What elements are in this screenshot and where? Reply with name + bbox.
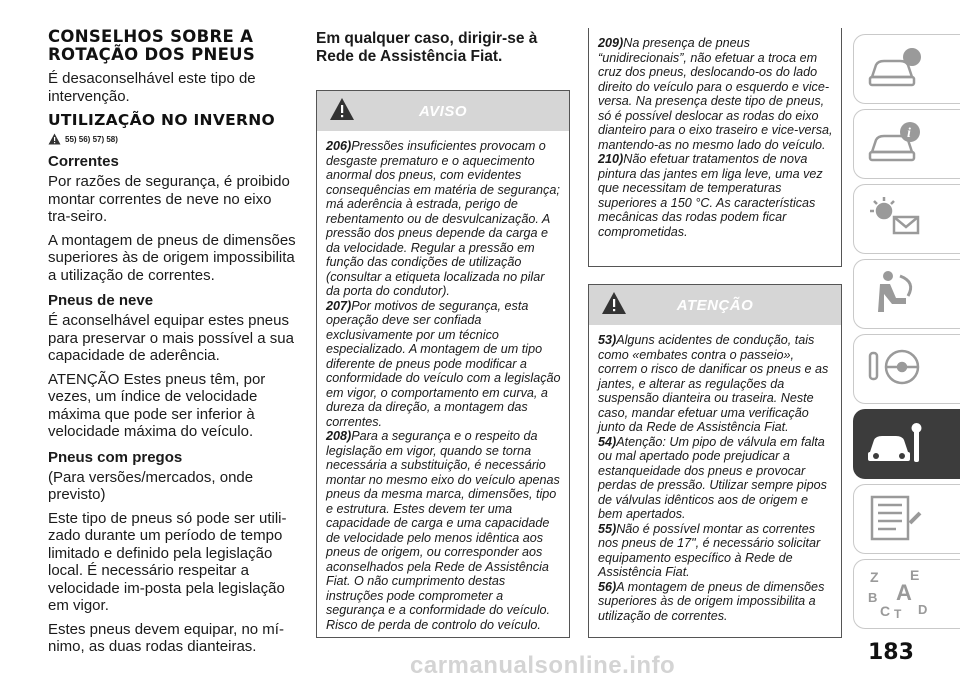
watermark: carmanualsonline.info [410, 652, 676, 679]
key-steering-icon [866, 343, 926, 395]
aviso-body [317, 131, 569, 638]
tab-lights-message[interactable] [853, 184, 960, 254]
snow-p2: ATENÇÃO Estes pneus têm, por vezes, um índice de velocidade máxima que pode ser inferior à velocidade máxima do veículo. [48, 370, 266, 440]
studded-p1: (Para versões/mercados, onde previsto) [48, 468, 254, 503]
car-wrench-icon [866, 418, 926, 470]
aviso-item [326, 139, 561, 299]
tab-list[interactable] [853, 484, 960, 554]
aviso-title: AVISO [418, 102, 468, 120]
heading-winter: UTILIZAÇÃO NO INVERNO [48, 111, 276, 129]
car-warning-icon [866, 118, 926, 170]
atencao-item [598, 522, 833, 580]
warning-icon [601, 291, 627, 315]
item-text: Atenção: Um pipo de válvula em falta ou mal apertado pode prejudicar a estanqueidade dos pneus e provocar perdas de pressão. Utilizar sempre pipos de válvulas idênticos aos de origem e bem apertados. [598, 434, 827, 521]
sub-snow: Pneus de neve [48, 292, 154, 309]
atencao-title: ATENÇÃO [676, 296, 754, 314]
warning-icon [48, 133, 61, 145]
item-text: Alguns acidentes de condução, tais como «embates contra o passeio», correm o risco de danificar os pneus e as jantes, e alterar as regulações da suspensão dianteira ou traseira. Neste caso, mandar efetuar uma verificação junto da Rede de Assistência Fiat. [598, 333, 829, 434]
heading-rotation: CONSELHOS SOBRE A ROTAÇÃO DOS PNEUS [48, 27, 256, 64]
tab-car-info[interactable] [853, 34, 960, 104]
tab-car-warning[interactable] [853, 109, 960, 179]
item-number: 55) [598, 521, 617, 536]
item-number: 56) [598, 579, 617, 594]
atencao-body [589, 325, 841, 629]
index-letter-z: Z [870, 569, 879, 585]
chains-p1: Por razões de segurança, é proibido montar correntes de neve no eixo tra-seiro. [48, 173, 290, 225]
tab-index[interactable] [853, 559, 960, 629]
item-number: 206) [326, 139, 352, 153]
warning-icon [329, 97, 355, 121]
index-letter-d: D [918, 602, 928, 617]
item-text: Pressões insuficientes provocam o desgaste prematuro e o aquecimento anormal dos pneus, com evidentes consequências em matéria de segurança; má aderência à estrada, perigo de rebentamento ou de desvulcanização. A pressão dos pneus depende da carga e da velocidade. Regular a pressão em função das condições de utilização (consultar a etiqueta localizada no pilar da porta do condutor). [326, 139, 560, 298]
index-letter-t: T [894, 607, 902, 620]
winter-refs [48, 133, 298, 145]
chapter-tabs [853, 34, 960, 634]
atencao-item [598, 580, 833, 624]
item-number: 53) [598, 333, 617, 347]
middle-column [316, 28, 568, 69]
item-text: Não é possível montar as correntes nos pneus de 17", é necessário solicitar equipamento específico à Rede de Assistência Fiat. [598, 521, 821, 579]
continued-item [598, 36, 833, 152]
lights-message-icon [866, 193, 926, 245]
tab-car-wrench[interactable] [853, 409, 960, 479]
item-text: A montagem de pneus de dimensões superiores às de origem impossibilita a utilização de correntes. [598, 579, 825, 623]
item-number: 210) [598, 152, 624, 166]
continued-box [588, 28, 842, 267]
index-icon [866, 568, 936, 620]
atencao-box [588, 284, 842, 638]
atencao-item [598, 333, 833, 435]
seat-airbag-icon [866, 268, 926, 320]
continued-item [598, 152, 833, 239]
rotation-text: É desaconselhável este tipo de intervenção. [48, 70, 256, 105]
item-text: Não efetuar tratamentos de nova pintura das jantes em liga leve, uma vez que necessitam de temperaturas superiores a 150 °C. As características mecânicas das rodas podem ficar comprometidas. [598, 152, 823, 239]
atencao-header [589, 285, 841, 325]
item-number: 208) [326, 429, 352, 443]
item-number: 207) [326, 298, 352, 313]
svg-text:i: i [907, 126, 911, 141]
item-text: Por motivos de segurança, esta operação deve ser confiada exclusivamente por um técnico especializado. A montagem de um tipo diferente de pneus pode modificar a conformidade do veículo com a legislação em vigor, o comportamento em curva, a dureza da direção, a montagem das correntes. [326, 298, 561, 429]
list-icon [866, 493, 926, 545]
aviso-item [326, 429, 561, 632]
item-number: 209) [598, 36, 624, 50]
studded-p2: Este tipo de pneus só pode ser utili-zado durante um período de tempo limitado e definido pela legislação local. É necessário respeitar a velocidade im-posta pela legislação em vigor. [48, 509, 287, 614]
index-letter-b: B [868, 590, 878, 605]
studded-p3: Estes pneus devem equipar, no mí-nimo, as duas rodas dianteiras. [48, 620, 284, 655]
atencao-item [598, 435, 833, 522]
aviso-item [326, 299, 561, 430]
assistance-heading: Em qualquer caso, dirigir-se à Rede de Assistência Fiat. [316, 30, 538, 65]
item-text: Na presença de pneus “unidirecionais”, não efetuar a troca em cruz dos pneus, deslocando-os do lado direito do veículo para o esquerdo e vice-versa. Na presença deste tipo de pneus, só é possível deslocar as rodas do eixo dianteiro para o eixo traseiro e vice-versa, mantendo-as no mesmo lado do veículo. [598, 36, 833, 152]
item-text: Para a segurança e o respeito da legislação em vigor, quando se torna necessária a substituição, é necessário montar no mesmo eixo do veículo apenas pneus da mesma marca, dimensões, tipo e estrutura. Estes devem ter uma capacidade de carga e uma capacidade de velocidade pelo menos idêntica aos pneus de origem, ou corresponder aos aconselhados pela Rede de Assistência Fiat. O não cumprimento destas instruções pode comprometer a segurança e a conformidade do veículo. Risco de perda de controlo do veículo. [326, 429, 560, 632]
snow-p1: É aconselhável equipar estes pneus para preservar o mais possível a sua capacidade de aderência. [48, 312, 294, 364]
tab-seat-airbag[interactable] [853, 259, 960, 329]
tab-key-steering[interactable] [853, 334, 960, 404]
sub-chains: Correntes [48, 153, 119, 170]
winter-refs-text: 55) 56) 57) 58) [65, 134, 118, 144]
continued-body [589, 28, 841, 245]
aviso-box [316, 90, 570, 638]
left-column [48, 28, 298, 662]
sub-studded: Pneus com pregos [48, 448, 183, 466]
index-letter-a: A [896, 580, 912, 605]
car-info-icon [866, 43, 926, 95]
index-letter-c: C [880, 603, 891, 619]
aviso-header [317, 91, 569, 131]
index-letter-e: E [910, 568, 920, 583]
page-number: 183 [868, 640, 914, 665]
item-number: 54) [598, 434, 617, 449]
chains-p2: A montagem de pneus de dimensões superiores às de origem impossibilita a utilização de correntes. [48, 231, 296, 284]
